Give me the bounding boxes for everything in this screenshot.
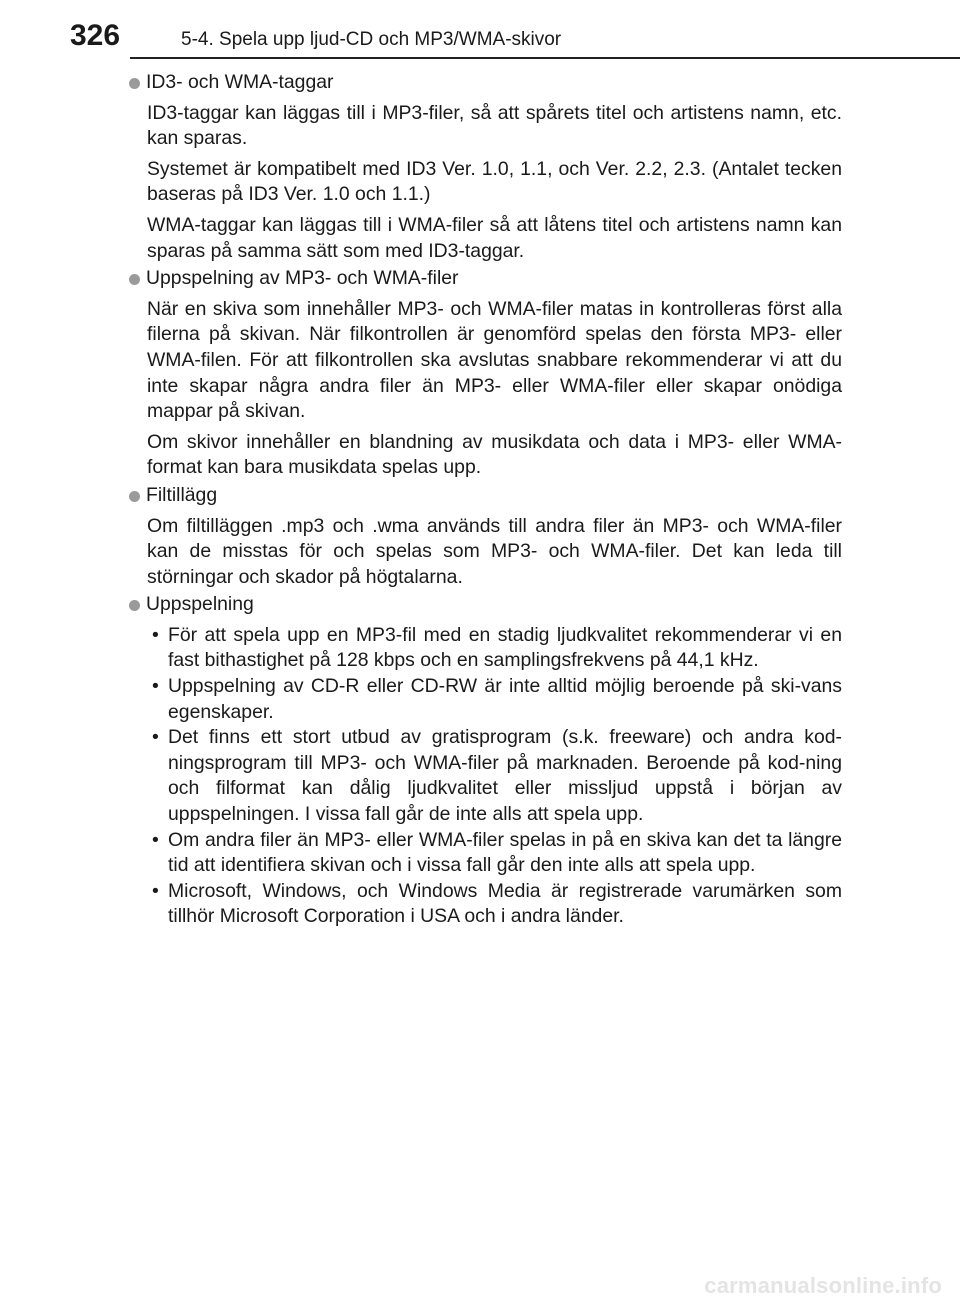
site-watermark: carmanualsonline.info — [704, 1273, 942, 1298]
topic-heading-text: ID3- och WMA-taggar — [146, 71, 334, 93]
list-item — [147, 623, 842, 674]
bullet-mark: • — [152, 879, 159, 902]
list-item — [147, 674, 842, 725]
paragraph: Om filtilläggen .mp3 och .wma används till andra filer än MP3- och WMA-filer kan de misstas för och spelas som MP3- och WMA-filer. Det kan leda till störningar och skador på högtalarna. — [147, 514, 842, 588]
topic-heading-id3-wma-tags — [129, 70, 842, 96]
topic-heading-playback — [129, 592, 842, 618]
page-content — [129, 68, 842, 930]
bullet-mark: • — [152, 623, 159, 646]
bullet-mark: • — [152, 675, 159, 698]
paragraph: Systemet är kompatibelt med ID3 Ver. 1.0, 1.1, och Ver. 2.2, 2.3. (Antalet tecken baseras på ID3 Ver. 1.0 och 1.1.) — [147, 157, 842, 206]
section-title: 5-4. Spela upp ljud-CD och MP3/WMA-skivor — [181, 29, 562, 50]
topic-heading-text: Uppspelning — [146, 593, 254, 616]
paragraph: När en skiva som innehåller MP3- och WMA-filer matas in kontrolleras först alla filerna på skivan. När filkontrollen är genomförd spelas den första MP3- eller WMA-filen. För att filkontrollen ska avslutas snabbare rekommenderar vi att du inte skapar några andra filer än MP3- eller WMA-filer eller skapar onödiga mappar på skivan. — [147, 297, 842, 423]
paragraph: ID3-taggar kan läggas till i MP3-filer, så att spårets titel och artistens namn, etc. kan sparas. — [147, 101, 842, 150]
playback-notes-list — [147, 623, 842, 930]
gray-bullet-icon — [129, 600, 140, 611]
bullet-mark: • — [152, 726, 159, 749]
list-item — [147, 828, 842, 879]
topic-heading-file-extensions — [129, 483, 842, 509]
page-header — [0, 0, 960, 58]
bullet-mark: • — [152, 828, 159, 851]
topic-heading-text: Uppspelning av MP3- och WMA-filer — [146, 267, 459, 290]
topic-heading-text: Filtillägg — [146, 483, 218, 506]
gray-bullet-icon — [129, 78, 140, 89]
list-item-text: Microsoft, Windows, och Windows Media är registrerade varumärken som tillhör Microsoft Corporation i USA och i andra länder. — [168, 879, 842, 928]
page-number: 326 — [70, 19, 121, 52]
paragraph: WMA-taggar kan läggas till i WMA-filer så att låtens titel och artistens namn kan sparas på samma sätt som med ID3-taggar. — [147, 213, 842, 262]
list-item — [147, 725, 842, 827]
gray-bullet-icon — [129, 491, 140, 502]
gray-bullet-icon — [129, 274, 140, 285]
list-item-text: För att spela upp en MP3-fil med en stadig ljudkvalitet rekommenderar vi en fast bithastighet på 128 kbps och en samplingsfrekvens på 44,1 kHz. — [168, 623, 842, 672]
header-divider — [130, 57, 960, 59]
list-item-text: Det finns ett stort utbud av gratisprogram (s.k. freeware) och andra kod-ningsprogram till MP3- och WMA-filer på marknaden. Beroende på kod-ning och filformat kan dålig ljudkvalitet eller missljud uppstå i början av uppspelningen. I vissa fall går de inte alls att spela upp. — [168, 726, 842, 826]
topic-heading-mp3-wma-playback — [129, 266, 842, 292]
list-item-text: Uppspelning av CD-R eller CD-RW är inte alltid möjlig beroende på ski-vans egenskaper. — [168, 675, 842, 723]
paragraph: Om skivor innehåller en blandning av musikdata och data i MP3- eller WMA-format kan bara musikdata spelas upp. — [147, 430, 842, 479]
list-item-text: Om andra filer än MP3- eller WMA-filer spelas in på en skiva kan det ta längre tid att identifiera skivan och i vissa fall går den inte alls att spela upp. — [168, 828, 842, 877]
list-item — [147, 879, 842, 930]
